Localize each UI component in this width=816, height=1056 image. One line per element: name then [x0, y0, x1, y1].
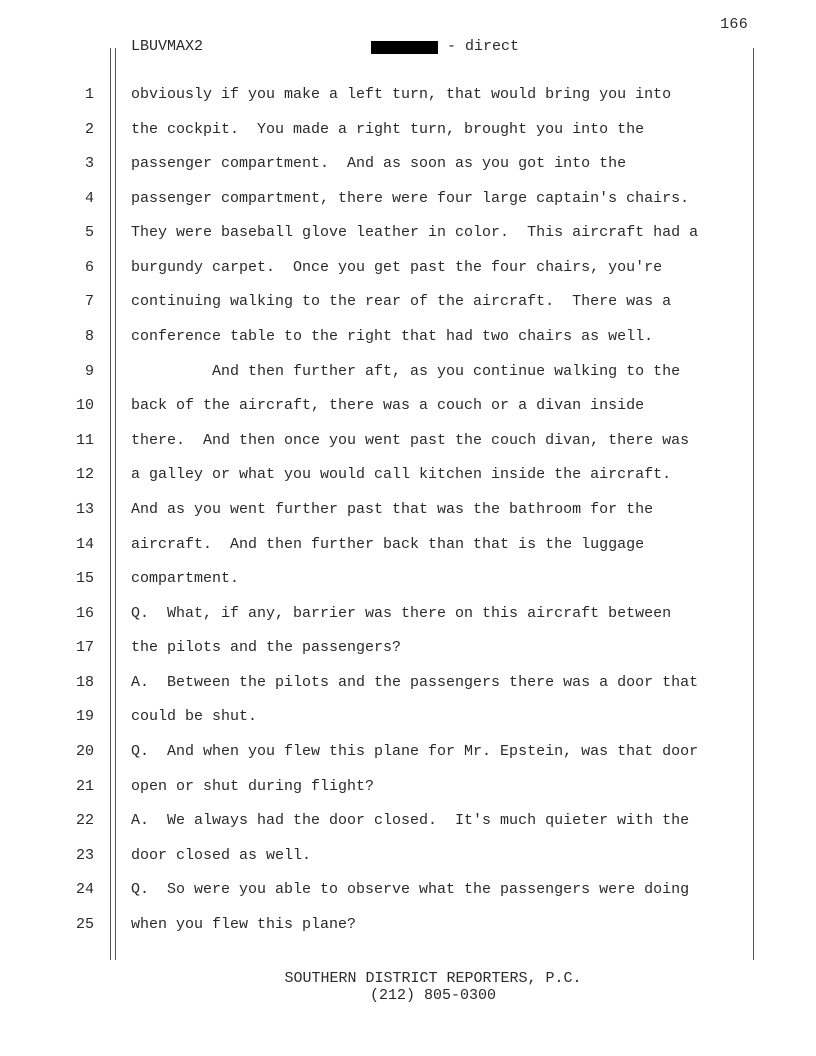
transcript-line: a galley or what you would call kitchen inside the aircraft. [131, 466, 672, 484]
line-number: 20 [75, 742, 94, 760]
line-number: 13 [75, 500, 94, 518]
line-number: 3 [84, 155, 94, 173]
line-number: 17 [75, 639, 94, 657]
transcript-line: when you flew this plane? [131, 915, 357, 933]
section-label: - direct [447, 38, 520, 55]
transcript-line: Q. So were you able to observe what the passengers were doing [131, 881, 690, 899]
line-number: 22 [75, 812, 94, 830]
transcript-line: obviously if you make a left turn, that would bring you into [131, 86, 672, 103]
page-number: 166 [720, 16, 748, 33]
redaction-bar [371, 41, 438, 54]
line-number: 15 [75, 570, 94, 588]
transcript-line: And as you went further past that was the bathroom for the [131, 500, 654, 518]
transcript-line: the pilots and the passengers? [131, 639, 402, 657]
line-number: 9 [84, 362, 94, 380]
transcript-line: And then further aft, as you continue walking to the [131, 362, 681, 380]
transcript-line: compartment. [131, 570, 240, 588]
line-number: 14 [75, 535, 94, 553]
line-number: 16 [75, 604, 94, 622]
left-margin-rule [110, 48, 111, 960]
line-number: 12 [75, 466, 94, 484]
line-number: 5 [84, 224, 94, 242]
transcript-line: aircraft. And then further back than that is the luggage [131, 535, 645, 553]
line-number: 4 [84, 189, 94, 207]
line-number: 8 [84, 328, 94, 346]
transcript-line: door closed as well. [131, 846, 312, 864]
transcript-line: Q. And when you flew this plane for Mr. Epstein, was that door [131, 742, 699, 760]
case-code: LBUVMAX2 [131, 38, 204, 55]
line-number: 6 [84, 258, 94, 276]
transcript-line: back of the aircraft, there was a couch or a divan inside [131, 397, 645, 415]
transcript-line: continuing walking to the rear of the aircraft. There was a [131, 293, 672, 311]
page-footer [0, 970, 816, 1004]
line-number: 2 [84, 120, 94, 138]
transcript-line: passenger compartment, there were four large captain's chairs. [131, 189, 690, 207]
line-number: 1 [84, 86, 94, 103]
reporter-phone: (212) 805-0300 [369, 987, 497, 1004]
transcript-line: passenger compartment. And as soon as you got into the [131, 155, 627, 173]
transcript-line: They were baseball glove leather in color. This aircraft had a [131, 224, 699, 242]
transcript-line: the cockpit. You made a right turn, brought you into the [131, 120, 645, 138]
transcript-line: open or shut during flight? [131, 777, 375, 795]
transcript-line: there. And then once you went past the couch divan, there was [131, 431, 690, 449]
transcript-line: burgundy carpet. Once you get past the four chairs, you're [131, 258, 663, 276]
line-number-column [60, 84, 94, 948]
line-number: 11 [75, 431, 94, 449]
transcript-line: A. Between the pilots and the passengers there was a door that [131, 673, 699, 691]
line-number: 10 [75, 397, 94, 415]
line-number: 24 [75, 881, 94, 899]
transcript-body [131, 84, 746, 948]
reporter-name: SOUTHERN DISTRICT REPORTERS, P.C. [284, 970, 582, 987]
line-number: 21 [75, 777, 94, 795]
transcript-line: Q. What, if any, barrier was there on this aircraft between [131, 604, 672, 622]
line-number: 7 [84, 293, 94, 311]
line-number: 25 [75, 915, 94, 933]
line-number: 23 [75, 846, 94, 864]
right-margin-rule [753, 48, 754, 960]
transcript-line: A. We always had the door closed. It's much quieter with the [131, 812, 690, 830]
line-number: 18 [75, 673, 94, 691]
transcript-line: conference table to the right that had two chairs as well. [131, 328, 654, 346]
line-number: 19 [75, 708, 94, 726]
left-margin-rule-inner [115, 48, 116, 960]
transcript-line: could be shut. [131, 708, 258, 726]
